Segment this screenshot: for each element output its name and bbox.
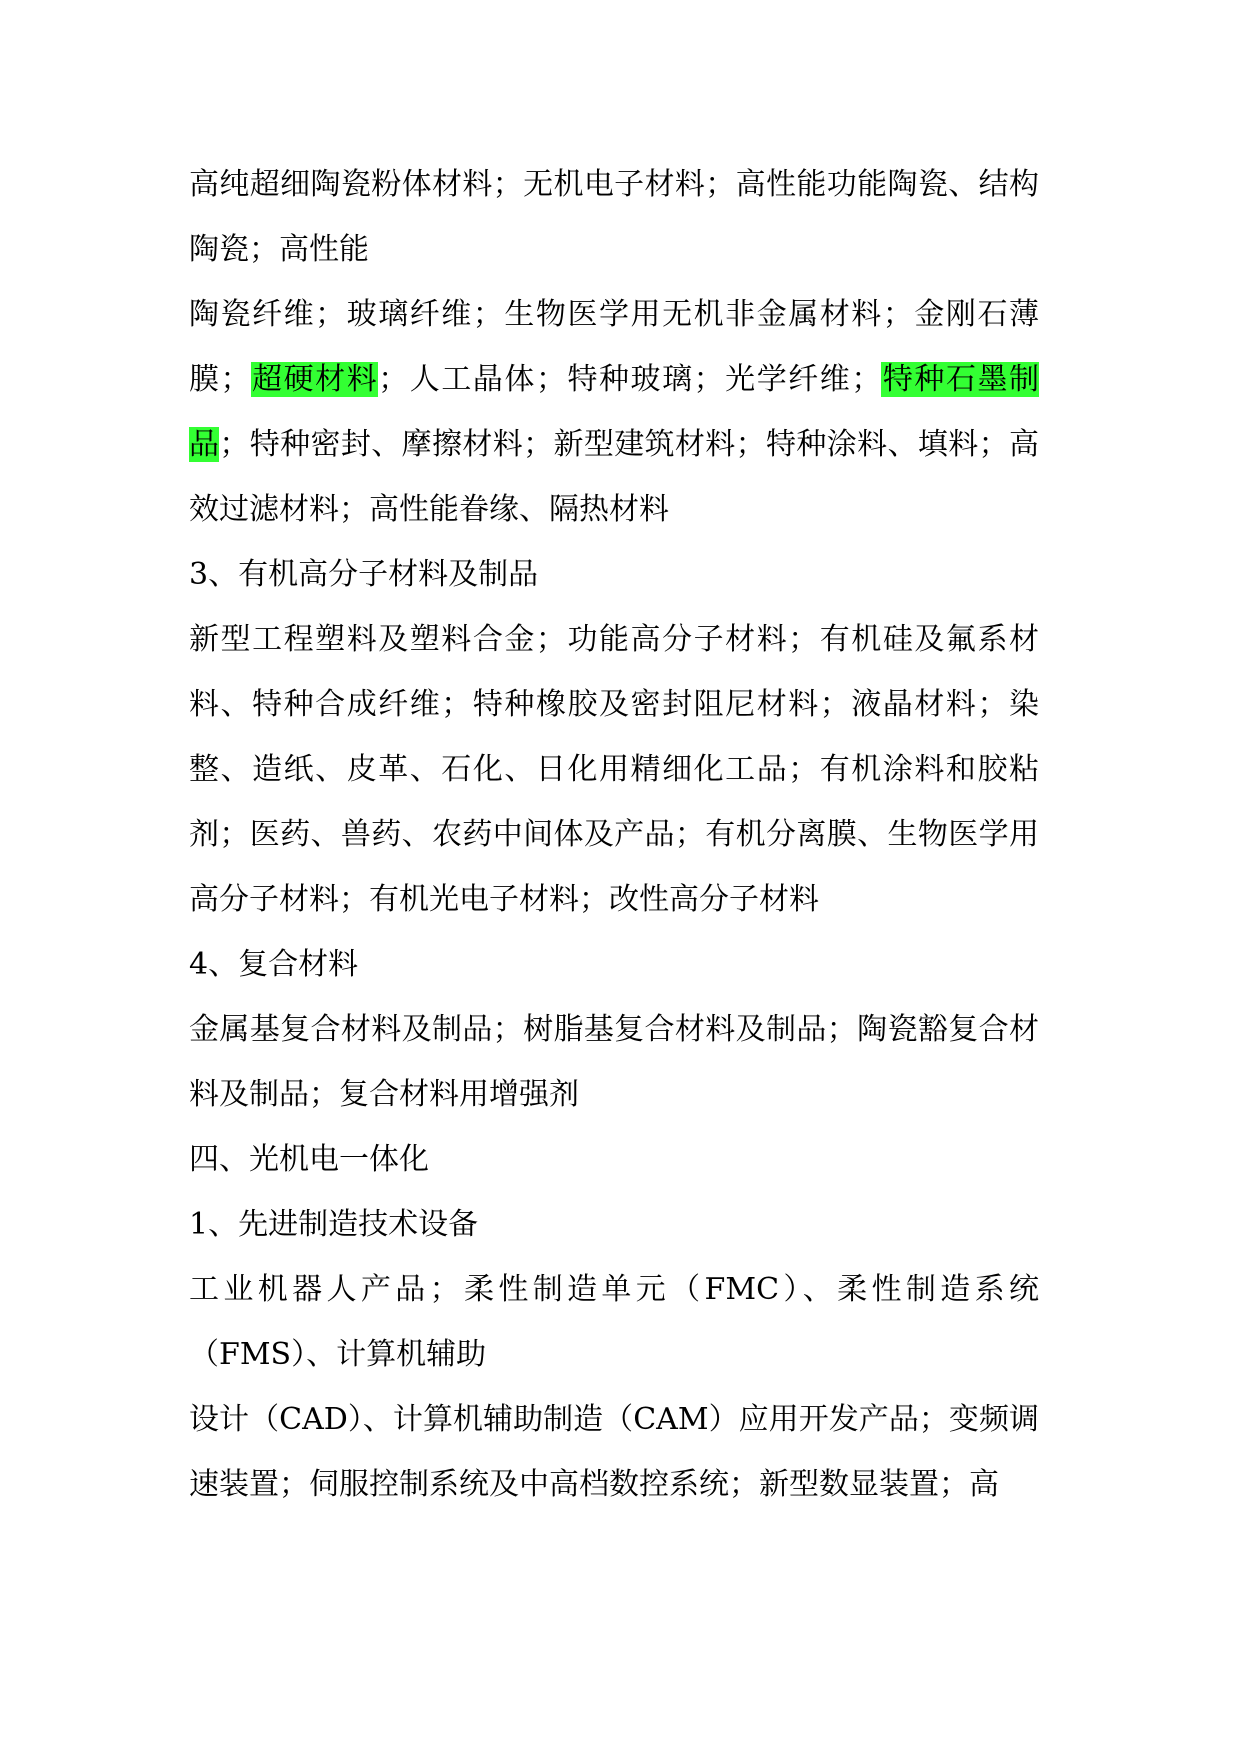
paragraph-manufacturing-1 — [189, 1257, 1039, 1387]
text-segment: 金属基复合材料及制品；树脂基复合材料及制品；陶瓷豁复合材料及制品；复合材料用增强剂 — [189, 1012, 1039, 1112]
text-segment: 工业机器人产品；柔性制造单元（FMC）、柔性制造系统（FMS）、计算机辅助 — [189, 1272, 1039, 1372]
section-heading-composites — [189, 932, 1039, 997]
paragraph-manufacturing-2 — [189, 1387, 1039, 1517]
chapter-heading-optomechatronics — [189, 1127, 1039, 1192]
text-segment: 高纯超细陶瓷粉体材料；无机电子材料；高性能功能陶瓷、结构陶瓷；高性能 — [189, 167, 1039, 267]
paragraph-ceramics-list — [189, 282, 1039, 542]
paragraph-composites — [189, 997, 1039, 1127]
text-segment: 新型工程塑料及塑料合金；功能高分子材料；有机硅及氟系材料、特种合成纤维；特种橡胶及密封阻尼材料；液晶材料；染整、造纸、皮革、石化、日化用精细化工品；有机涂料和胶粘剂；医药、兽药、农药中间体及产品；有机分离膜、生物医学用高分子材料；有机光电子材料；改性高分子材料 — [189, 622, 1039, 917]
section-heading-advanced-manufacturing — [189, 1192, 1039, 1257]
heading-text: 1、先进制造技术设备 — [189, 1207, 479, 1242]
paragraph-ceramics-intro — [189, 152, 1039, 282]
heading-text: 4、复合材料 — [189, 947, 359, 982]
paragraph-organic-polymers — [189, 607, 1039, 932]
text-segment: ；人工晶体；特种玻璃；光学纤维； — [378, 362, 882, 397]
heading-text: 四、光机电一体化 — [189, 1142, 429, 1177]
document-body — [189, 152, 1039, 1517]
section-heading-organic-polymers — [189, 542, 1039, 607]
text-segment: ；特种密封、摩擦材料；新型建筑材料；特种涂料、填料；高效过滤材料；高性能眷缘、隔热材料 — [189, 427, 1040, 527]
heading-text: 3、有机高分子材料及制品 — [189, 557, 539, 592]
highlighted-text-superhard: 超硬材料 — [250, 362, 379, 397]
text-segment: 设计（CAD）、计算机辅助制造（CAM）应用开发产品；变频调速装置；伺服控制系统及中高档数控系统；新型数显装置；高 — [189, 1402, 1039, 1502]
text-segment: 陶瓷纤维；玻璃纤维；生物医学用无机非金属材料；金刚石薄膜； — [189, 297, 1039, 397]
highlighted-text-graphite: 特种石墨制品 — [189, 362, 1040, 462]
